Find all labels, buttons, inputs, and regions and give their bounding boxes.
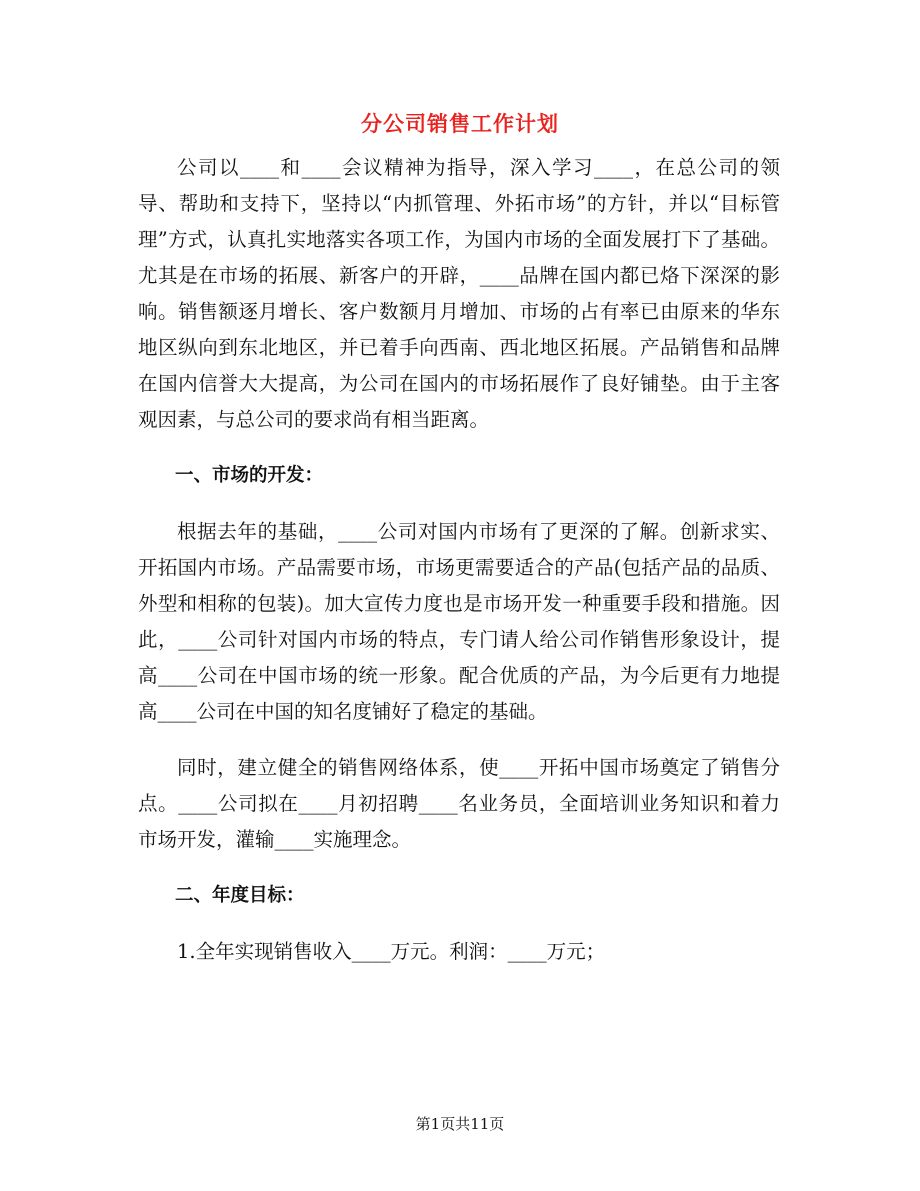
sales-network-paragraph: 同时，建立健全的销售网络体系，使____开拓中国市场奠定了销售分点。____公司拟在____月初招聘____名业务员，全面培训业务知识和着力市场开发，灌输____实施理念。	[138, 756, 780, 851]
paragraph-spacer	[138, 914, 780, 934]
paragraph-spacer	[138, 730, 780, 750]
paragraph-spacer	[138, 494, 780, 514]
page-number-footer: 第1页共11页	[415, 1115, 505, 1133]
paragraph-spacer	[138, 858, 780, 878]
market-development-paragraph: 根据去年的基础，____公司对国内市场有了更深的了解。创新求实、开拓国内市场。产品需要市场，市场更需要适合的产品(包括产品的品质、外型和相称的包装)。加大宣传力度也是市场开发一种重要手段和措施。因此，____公司针对国内市场的特点，专门请人给公司作销售形象设计，提高____公司在中国市场的统一形象。配合优质的产品，为今后更有力地提高____公司在中国的知名度铺好了稳定的基础。	[138, 520, 780, 723]
document-title: 分公司销售工作计划	[361, 111, 559, 136]
paragraph-spacer	[138, 438, 780, 458]
document-body	[138, 150, 780, 970]
section-heading-annual-goals: 二、年度目标：	[175, 885, 305, 906]
section-heading-market-development: 一、市场的开发：	[175, 465, 324, 486]
intro-paragraph: 公司以____和____会议精神为指导，深入学习____，在总公司的领导、帮助和支持下，坚持以“内抓管理、外拓市场”的方针，并以“目标管理”方式，认真扎实地落实各项工作，为国内市场的全面发展打下了基础。尤其是在市场的拓展、新客户的开辟，____品牌在国内都已烙下深深的影响。销售额逐月增长、客户数额月月增加、市场的占有率已由原来的华东地区纵向到东北地区，并已着手向西南、西北地区拓展。产品销售和品牌在国内信誉大大提高，为公司在国内的市场拓展作了良好铺垫。由于主客观因素，与总公司的要求尚有相当距离。	[138, 156, 780, 431]
goal-item-1: 1.全年实现销售收入____万元。利润：____万元；	[177, 940, 606, 963]
